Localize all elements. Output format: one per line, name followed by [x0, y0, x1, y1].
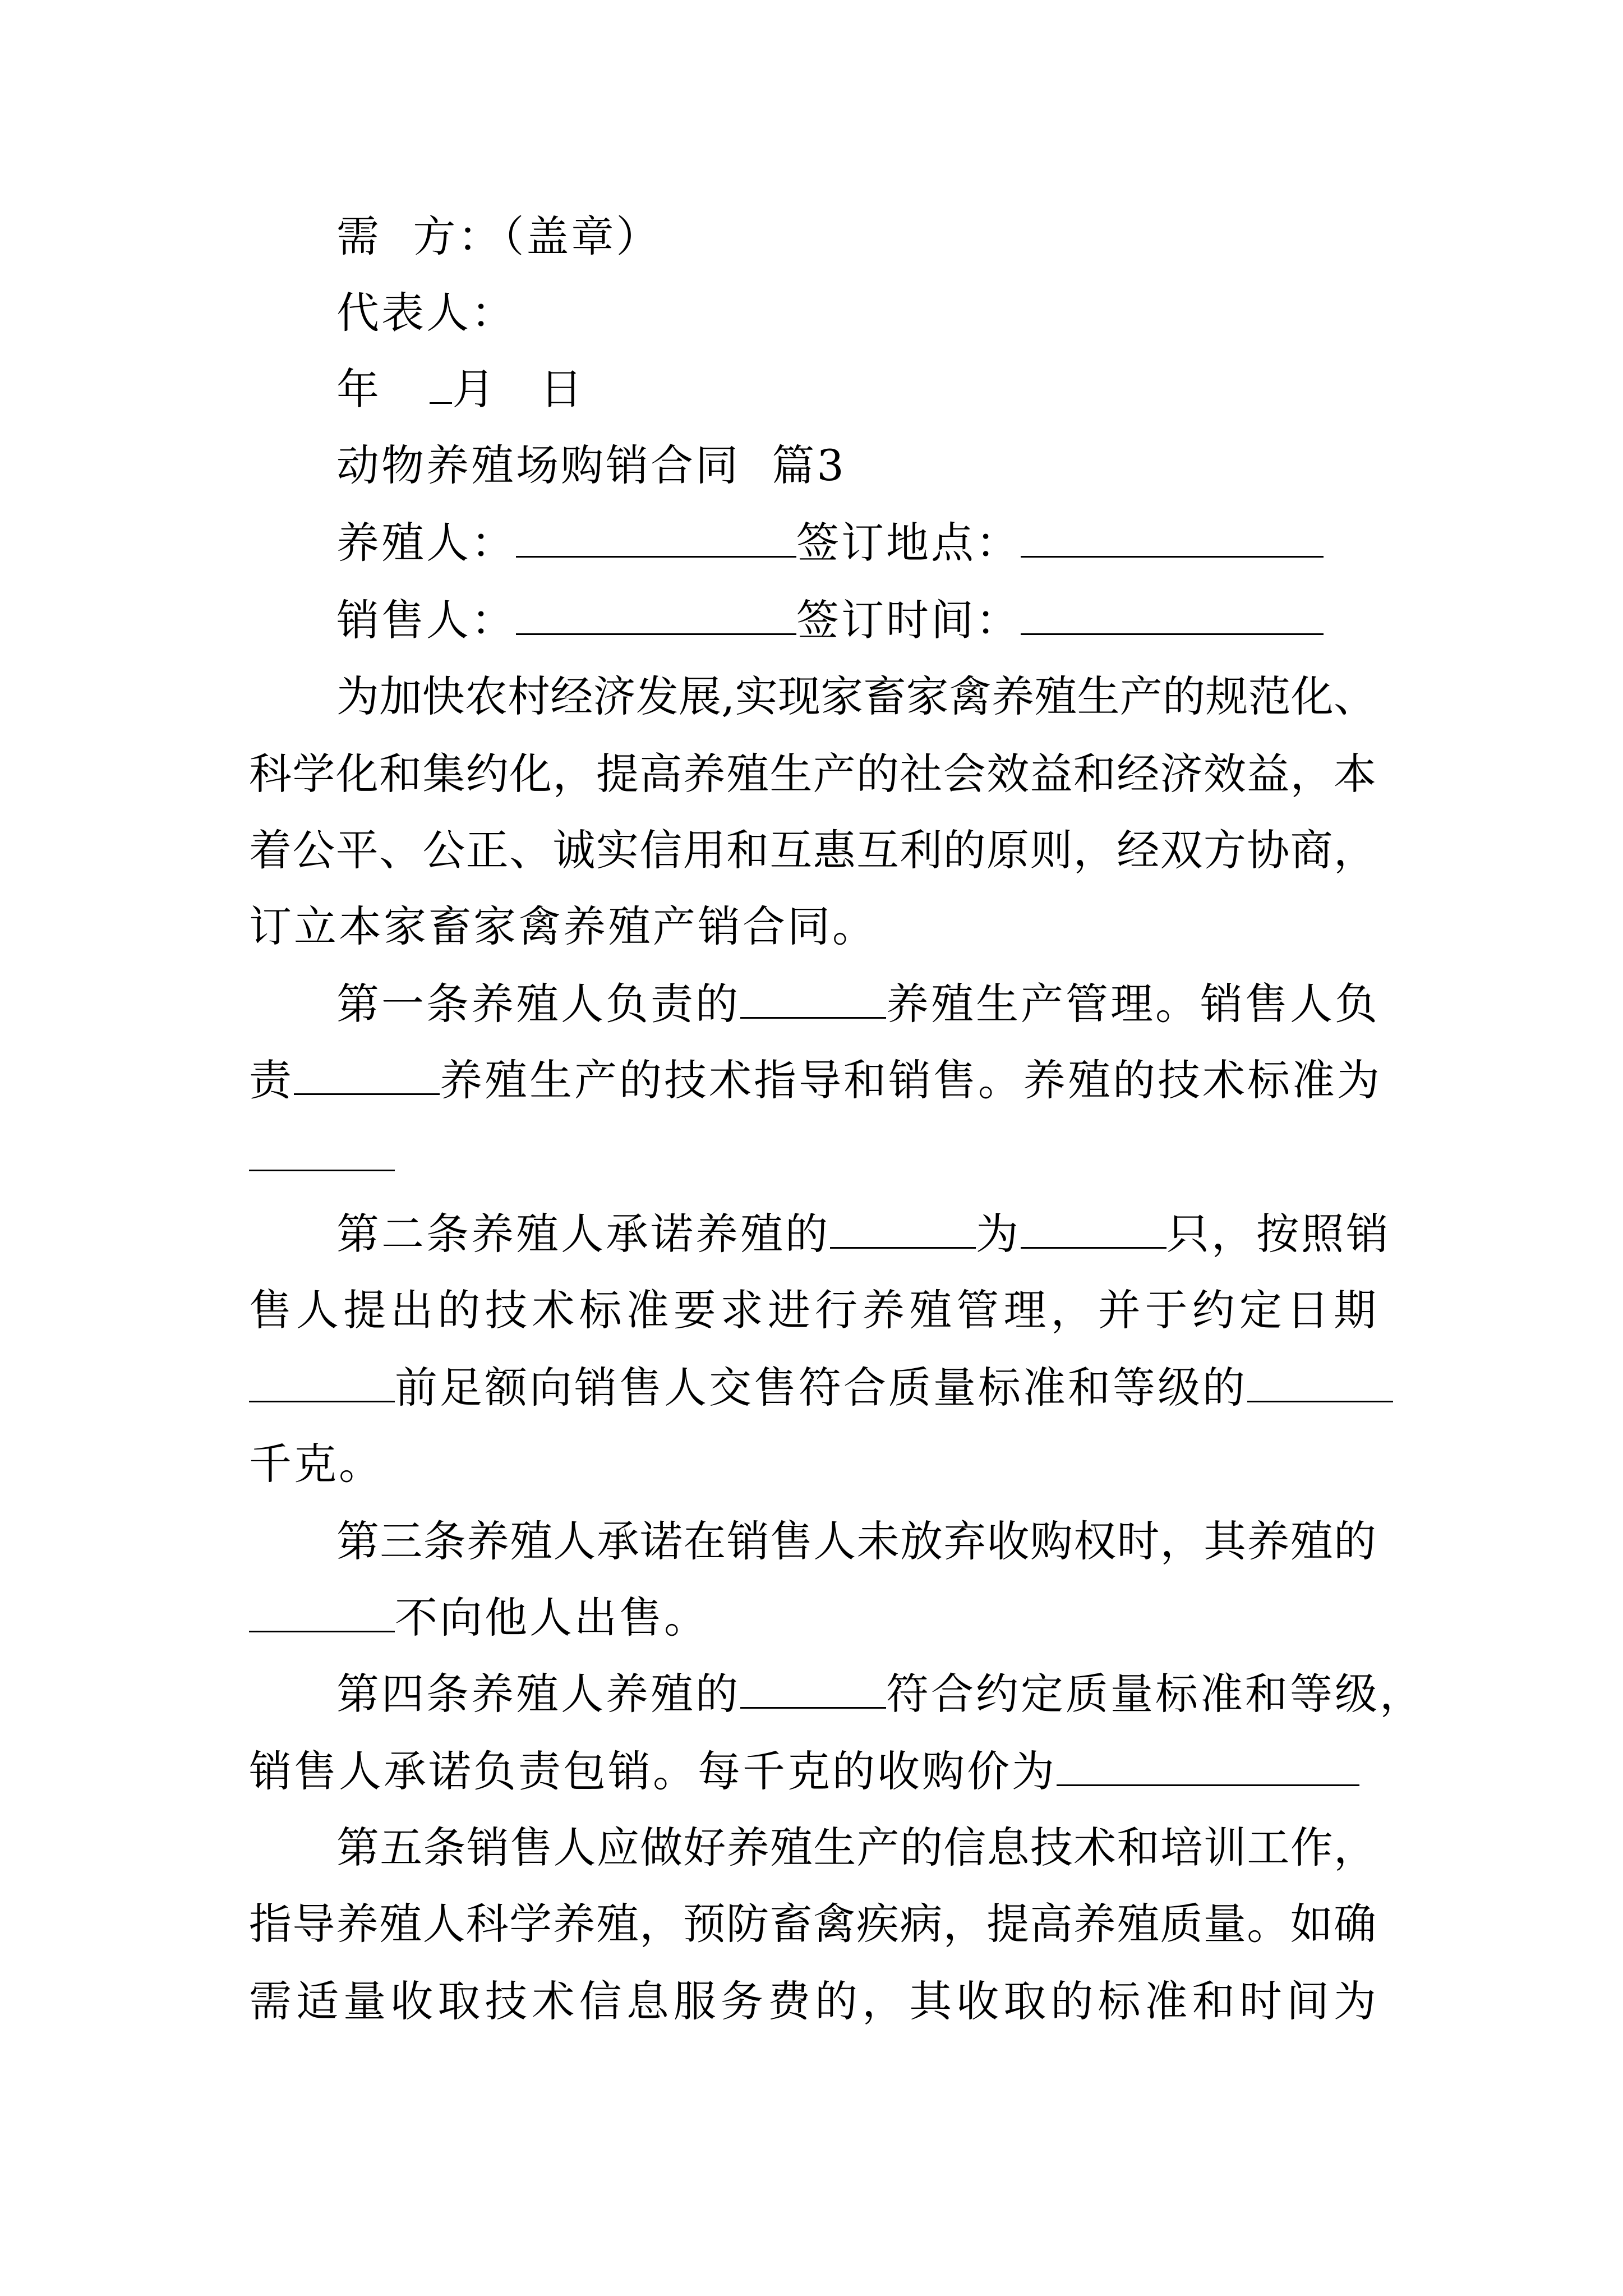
- section-title-text: 动物养殖场购销合同 篇3: [336, 440, 846, 490]
- date-day-label: 日: [540, 364, 585, 414]
- preamble-line-1: 为加快农村经济发展,实现家畜家禽养殖生产的规范化、: [336, 671, 1376, 721]
- art2-blank-1: [830, 1207, 976, 1249]
- art1-part-b: 养殖生产管理。销售人负: [886, 979, 1380, 1029]
- sign-place-blank: [1021, 516, 1324, 558]
- art2-blank-4: [1247, 1360, 1393, 1402]
- buyer-label: 需 方：（盖章）: [336, 211, 661, 261]
- preamble-line-2: 科学化和集约化，提高养殖生产的社会效益和经济效益，本: [249, 749, 1376, 799]
- art1-blank-2: [294, 1053, 440, 1095]
- article-4-line-1: [336, 1666, 1424, 1722]
- seller-blank: [516, 593, 796, 635]
- month-blank: [430, 369, 452, 404]
- article-5-line-3: 需适量收取技术信息服务费的，其收取的标准和时间为: [249, 1976, 1376, 2026]
- representative-line: [336, 285, 516, 341]
- date-month-label: 月: [452, 364, 497, 414]
- art2-blank-2: [1021, 1207, 1166, 1249]
- sign-place-label: 签订地点：: [796, 518, 1021, 568]
- art3-part-b: 不向他人出售。: [395, 1593, 709, 1642]
- art4-part-a: 第四条养殖人养殖的: [336, 1669, 740, 1719]
- article-4-line-2: [249, 1743, 1359, 1800]
- art2-part-e: 前足额向销售人交售符合质量标准和等级的: [395, 1363, 1247, 1412]
- sign-time-blank: [1021, 593, 1324, 635]
- art3-blank-1: [249, 1590, 395, 1632]
- article-5-line-2: 指导养殖人科学养殖，预防畜禽疾病，提高养殖质量。如确: [249, 1899, 1376, 1949]
- sign-time-label: 签订时间：: [796, 595, 1021, 645]
- art4-blank-2: [1057, 1744, 1359, 1786]
- seller-label: 销售人：: [336, 595, 516, 645]
- article-1-line-2: [249, 1052, 1382, 1108]
- seller-time-line: [336, 592, 1324, 648]
- art1-part-c: 责: [249, 1055, 294, 1105]
- farmer-label: 养殖人：: [336, 518, 516, 568]
- art2-part-f: 千克。: [249, 1439, 384, 1489]
- art1-blank-3: [249, 1129, 395, 1171]
- art2-part-b: 为: [976, 1209, 1021, 1259]
- farmer-blank: [516, 516, 796, 558]
- art2-blank-3: [249, 1360, 395, 1402]
- art4-blank-1: [740, 1667, 886, 1709]
- art1-blank-1: [740, 977, 886, 1019]
- art1-part-d: 养殖生产的技术指导和销售。养殖的技术标准为: [440, 1055, 1382, 1105]
- article-1-line-1: [336, 976, 1380, 1032]
- preamble-line-4: 订立本家畜家禽养殖产销合同。: [249, 901, 877, 951]
- farmer-place-line: [336, 515, 1324, 571]
- article-2-line-2: 售人提出的技术标准要求进行养殖管理，并于约定日期: [249, 1285, 1376, 1335]
- art2-part-c: 只，按照销: [1166, 1209, 1391, 1259]
- article-2-line-3: [249, 1360, 1393, 1416]
- article-1-line-3: [249, 1129, 395, 1185]
- article-2-line-1: [336, 1206, 1391, 1262]
- article-2-line-4: [249, 1436, 384, 1492]
- date-year-label: 年: [336, 364, 381, 414]
- preamble-line-3: 着公平、公正、诚实信用和互惠互利的原则，经双方协商，: [249, 825, 1376, 875]
- article-5-line-1: 第五条销售人应做好养殖生产的信息技术和培训工作，: [336, 1823, 1376, 1872]
- art4-part-c: 销售人承诺负责包销。每千克的收购价为: [249, 1746, 1057, 1796]
- article-3-line-2: [249, 1590, 709, 1646]
- section-title: [336, 438, 846, 494]
- date-line: [336, 361, 585, 417]
- article-3-line-1: 第三条养殖人承诺在销售人未放弃收购权时，其养殖的: [336, 1516, 1376, 1566]
- art2-part-a: 第二条养殖人承诺养殖的: [336, 1209, 830, 1259]
- art4-part-b: 符合约定质量标准和等级，: [886, 1669, 1424, 1719]
- buyer-seal-line: [336, 209, 661, 265]
- representative-label: 代表人：: [336, 288, 516, 338]
- art1-part-a: 第一条养殖人负责的: [336, 979, 740, 1029]
